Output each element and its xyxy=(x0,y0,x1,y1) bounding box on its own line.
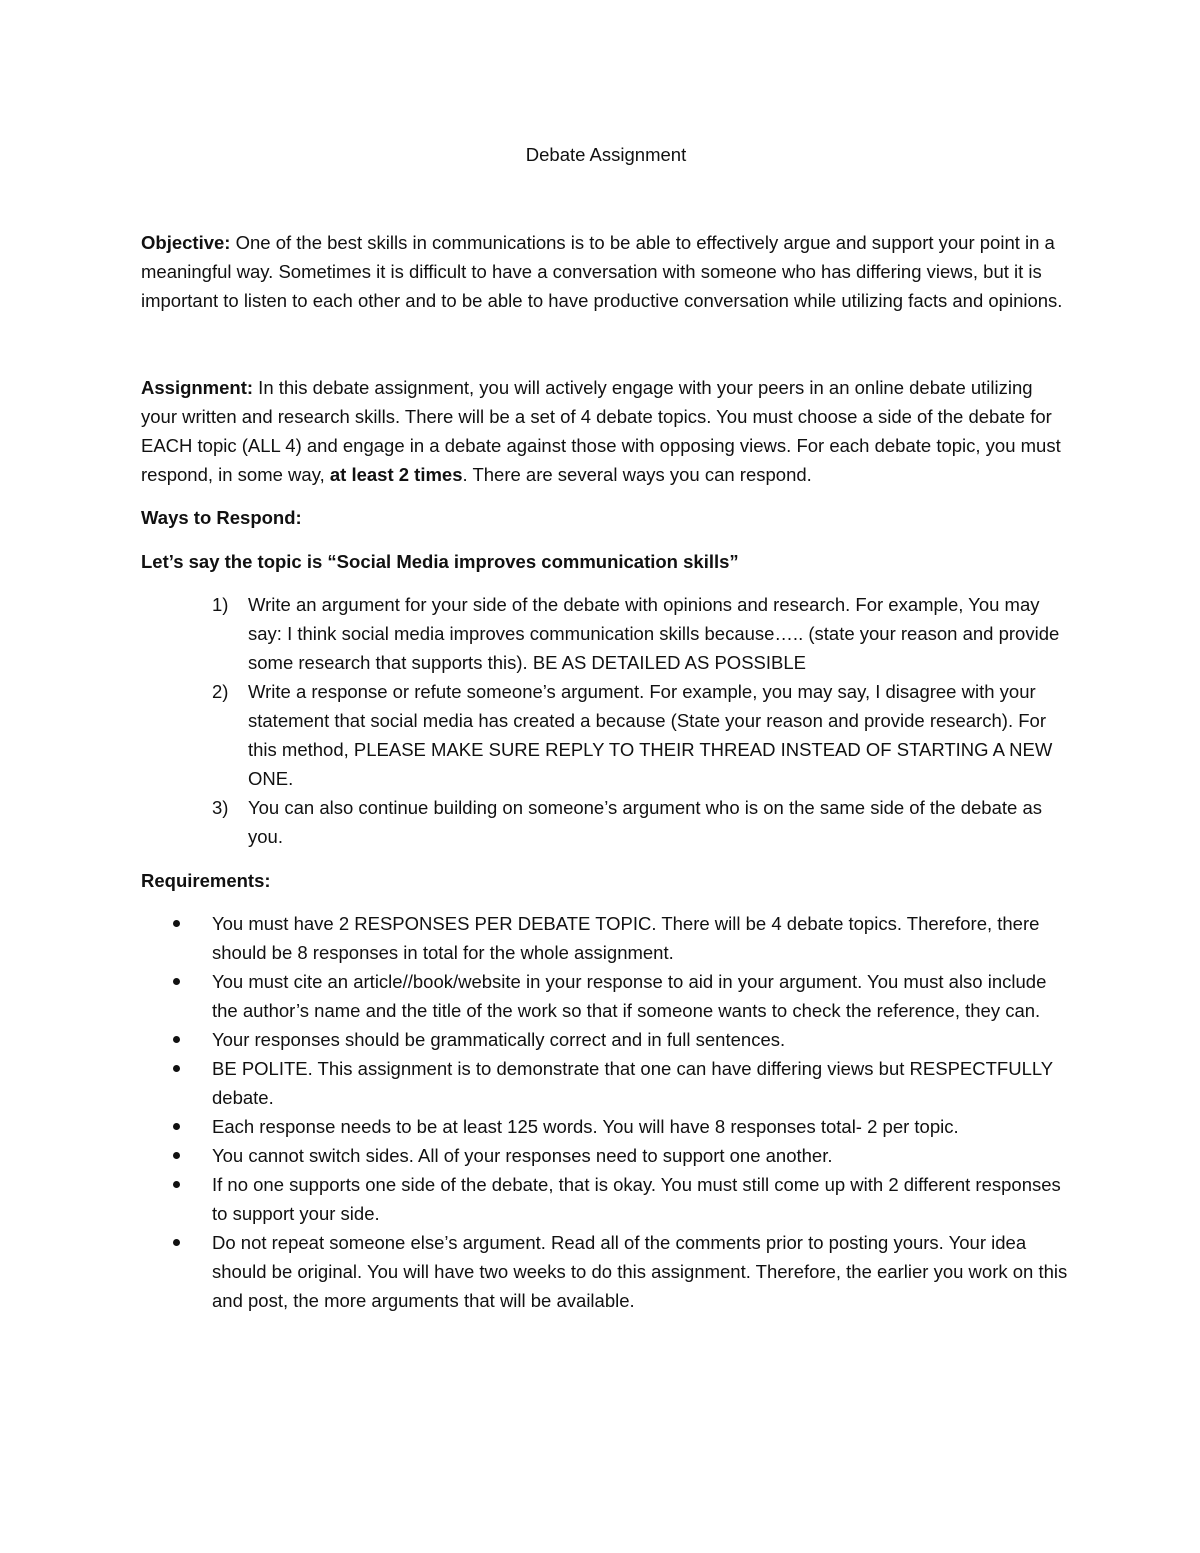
requirement-text: If no one supports one side of the debate, that is okay. You must still come up with 2 different responses to support your side. xyxy=(212,1174,1061,1224)
bullet-icon xyxy=(173,1065,180,1072)
requirement-text: Do not repeat someone else’s argument. Read all of the comments prior to posting yours. Your idea should be original. You will have two weeks to do this assignment. Therefore, the earlier you work on this and post, the more arguments that will be available. xyxy=(212,1232,1068,1311)
document-title: Debate Assignment xyxy=(525,144,687,165)
ways-list-item xyxy=(141,677,1071,793)
list-number: 1) xyxy=(212,594,229,615)
bullet-icon xyxy=(173,1239,180,1246)
ways-heading: Ways to Respond: xyxy=(141,507,302,528)
requirement-item xyxy=(141,1141,1071,1170)
requirement-item xyxy=(141,1170,1071,1228)
ways-list-item xyxy=(141,590,1071,677)
requirement-text: You must cite an article//book/website in your response to aid in your argument. You must also include the author’s name and the title of the work so that if someone wants to check the reference, they can. xyxy=(212,971,1047,1021)
requirement-item xyxy=(141,1025,1071,1054)
requirement-item xyxy=(141,1112,1071,1141)
assignment-text-end: . There are several ways you can respond. xyxy=(462,464,812,485)
ways-list xyxy=(141,590,1071,851)
requirements-list xyxy=(141,909,1071,1315)
list-number: 3) xyxy=(212,797,229,818)
bullet-icon xyxy=(173,978,180,985)
assignment-label: Assignment: xyxy=(141,377,254,398)
list-item-text: Write a response or refute someone’s argument. For example, you may say, I disagree with your statement that social media has created a because (State your reason and provide research). For this method, PLEASE MAKE SURE REPLY TO THEIR THREAD INSTEAD OF STARTING A NEW ONE. xyxy=(248,681,1053,789)
requirement-text: Each response needs to be at least 125 words. You will have 8 responses total- 2 per topic. xyxy=(212,1116,959,1137)
bullet-icon xyxy=(173,1152,180,1159)
requirement-text: You cannot switch sides. All of your responses need to support one another. xyxy=(212,1145,833,1166)
requirements-heading: Requirements: xyxy=(141,870,271,891)
bullet-icon xyxy=(173,1036,180,1043)
assignment-text: In this debate assignment, you will actively engage with your peers in an online debate utilizing your written and research skills. There will be a set of 4 debate topics. You must choose a side of the debate for EACH topic (ALL 4) and engage in a debate against those with opposing views. For each debate topic, you must respond, in some way, xyxy=(141,377,1061,485)
bullet-icon xyxy=(173,920,180,927)
requirement-text: Your responses should be grammatically correct and in full sentences. xyxy=(212,1029,786,1050)
objective-paragraph xyxy=(141,228,1071,315)
requirement-text: You must have 2 RESPONSES PER DEBATE TOPIC. There will be 4 debate topics. Therefore, there should be 8 responses in total for the whole assignment. xyxy=(212,913,1040,963)
list-item-text: You can also continue building on someone’s argument who is on the same side of the debate as you. xyxy=(248,797,1042,847)
document-body xyxy=(141,140,1071,1315)
requirement-item xyxy=(141,1228,1071,1315)
requirement-item xyxy=(141,1054,1071,1112)
ways-list-item xyxy=(141,793,1071,851)
list-number: 2) xyxy=(212,681,229,702)
requirement-item xyxy=(141,909,1071,967)
requirement-item xyxy=(141,967,1071,1025)
objective-label: Objective: xyxy=(141,232,231,253)
objective-text: One of the best skills in communications is to be able to effectively argue and support your point in a meaningful way. Sometimes it is difficult to have a conversation with someone who has differing views, but it is important to listen to each other and to be able to have productive conversation while utilizing facts and opinions. xyxy=(141,232,1063,311)
topic-example: Let’s say the topic is “Social Media improves communication skills” xyxy=(141,551,739,572)
assignment-emphasis: at least 2 times xyxy=(329,464,463,485)
assignment-paragraph xyxy=(141,373,1071,489)
bullet-icon xyxy=(173,1123,180,1130)
requirement-text: BE POLITE. This assignment is to demonstrate that one can have differing views but RESPECTFULLY debate. xyxy=(212,1058,1053,1108)
list-item-text: Write an argument for your side of the debate with opinions and research. For example, You may say: I think social media improves communication skills because….. (state your reason and provide some research that supports this). BE AS DETAILED AS POSSIBLE xyxy=(248,594,1060,673)
bullet-icon xyxy=(173,1181,180,1188)
